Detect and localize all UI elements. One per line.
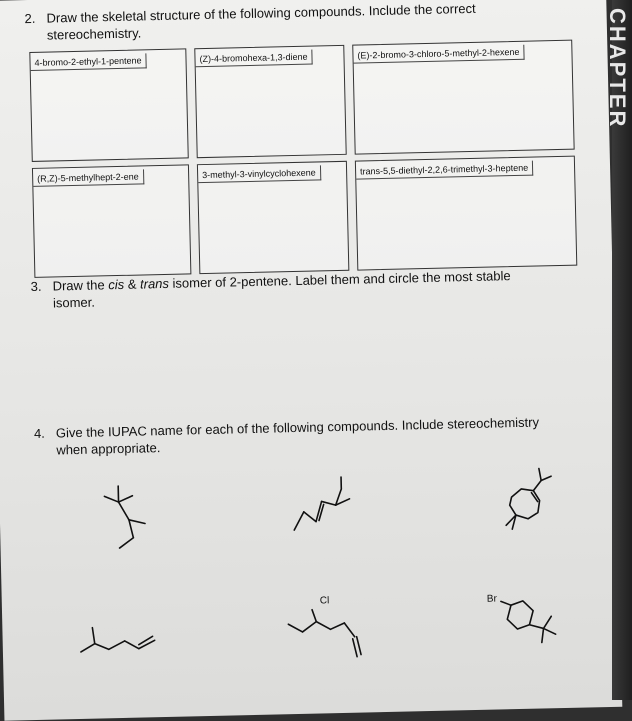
compound-box[interactable] xyxy=(352,40,574,155)
chapter-margin-text: CHAPTER xyxy=(614,8,630,128)
compound-label: (Z)-4-bromohexa-1,3-diene xyxy=(195,50,312,68)
question-4 xyxy=(34,414,540,459)
question-2-number: 2. xyxy=(24,10,46,27)
compound-box[interactable] xyxy=(32,164,191,278)
compound-label: 4-bromo-2-ethyl-1-pentene xyxy=(30,53,146,71)
question-4-text-line2: when appropriate. xyxy=(34,440,160,458)
compound-box[interactable] xyxy=(29,48,188,162)
compound-grid xyxy=(29,40,578,278)
molecule-structure xyxy=(497,587,589,669)
chlorine-atom-label: Cl xyxy=(320,595,330,606)
question-3-text-part: Draw the xyxy=(52,277,108,293)
question-2-text: Draw the skeletal structure of the following compounds. Include the correct xyxy=(46,1,475,26)
question-3-text-cis: cis xyxy=(108,277,124,292)
question-4-text: Give the IUPAC name for each of the following compounds. Include stereochemistry xyxy=(56,415,539,441)
compound-label: (R,Z)-5-methylhept-2-ene xyxy=(33,169,144,187)
question-4-number: 4. xyxy=(34,424,56,441)
question-3-text-part: isomer of 2-pentene. Label them and circle the most stable xyxy=(169,268,511,291)
question-3-text-trans: trans xyxy=(140,276,169,292)
question-2-text-line2: stereochemistry. xyxy=(25,25,142,43)
molecule-structure xyxy=(287,470,379,552)
molecule-structure xyxy=(72,602,173,664)
question-2 xyxy=(24,0,476,44)
molecule-structure xyxy=(94,475,176,557)
bromine-atom-label: Br xyxy=(487,594,497,605)
compound-box[interactable] xyxy=(197,161,349,274)
molecule-structure xyxy=(487,458,579,550)
compound-box[interactable] xyxy=(355,156,577,271)
compound-label: trans-5,5-diethyl-2,2,6-trimethyl-3-heptene xyxy=(356,161,533,180)
compound-box[interactable] xyxy=(194,45,346,158)
question-3-text-part: & xyxy=(124,277,140,292)
compound-label: 3-methyl-3-vinylcyclohexene xyxy=(198,165,321,183)
compound-label: (E)-2-bromo-3-chloro-5-methyl-2-hexene xyxy=(353,45,524,64)
question-3-text-line2: isomer. xyxy=(31,295,95,311)
page-edge-strip xyxy=(612,0,632,700)
question-3-number: 3. xyxy=(30,278,52,295)
